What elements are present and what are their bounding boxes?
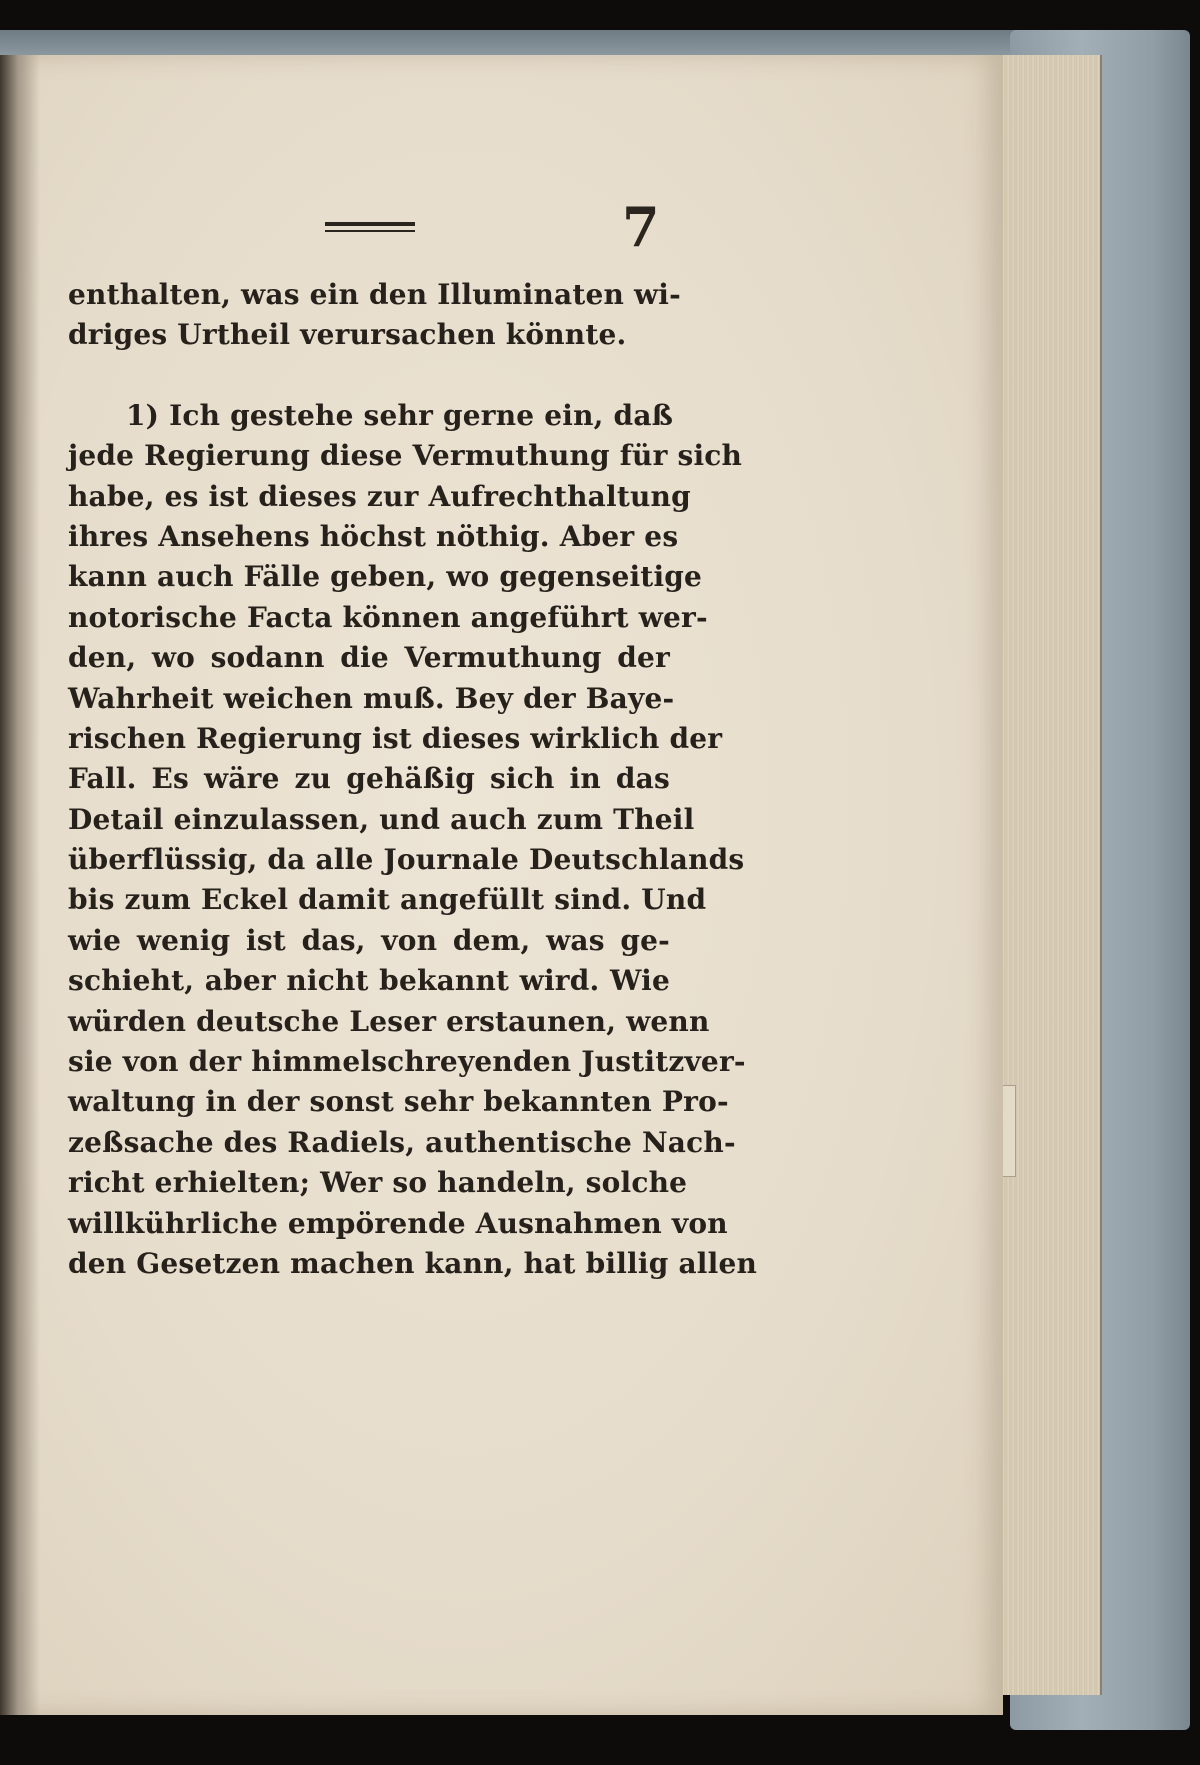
text-line: überflüssig, da alle Journale Deutschlands [68, 843, 745, 877]
text-line: willkührliche empörende Ausnahmen von [68, 1206, 728, 1240]
text-line: enthalten, was ein den Illuminaten wi- [68, 278, 681, 311]
text-line: Detail einzulassen, und auch zum Theil [68, 802, 695, 836]
text-line: jede Regierung diese Vermuthung für sich [68, 439, 743, 473]
text-line: driges Urtheil verursachen könnte. [68, 318, 627, 352]
page-fore-edge [990, 55, 1102, 1695]
text-line: kann auch Fälle geben, wo gegenseitige [68, 560, 703, 594]
book-cover-top-edge [0, 30, 1180, 58]
page-number: 7 [622, 195, 660, 259]
text-line: den Gesetzen machen kann, hat billig allen [68, 1246, 758, 1280]
text-line: würden deutsche Leser erstaunen, wenn [68, 1004, 710, 1038]
text-line: Wahrheit weichen muß. Bey der Baye- [68, 681, 675, 715]
text-line: zeßsache des Radiels, authentische Nach- [68, 1125, 736, 1159]
text-line: 1) Ich gestehe sehr gerne ein, daß [126, 398, 674, 432]
text-line: bis zum Eckel damit angefüllt sind. Und [68, 883, 707, 917]
page-text [68, 275, 758, 1284]
text-line: habe, es ist dieses zur Aufrechthaltung [68, 479, 691, 513]
text-line: Fall. Es wäre zu gehäßig sich in das [68, 762, 670, 796]
header-rule-ornament [325, 222, 415, 236]
text-line: rischen Regierung ist dieses wirklich der [68, 721, 723, 755]
page-gutter-shadow [0, 55, 40, 1715]
text-line: waltung in der sonst sehr bekannten Pro- [68, 1085, 729, 1119]
text-line: schieht, aber nicht bekannt wird. Wie [68, 964, 670, 998]
text-line: ihres Ansehens höchst nöthig. Aber es [68, 519, 679, 553]
text-line: wie wenig ist das, von dem, was ge- [68, 923, 670, 957]
paragraph-gap [68, 356, 670, 396]
text-line: notorische Facta können angeführt wer- [68, 600, 708, 634]
text-line: sie von der himmelschreyenden Justitzver- [68, 1045, 746, 1079]
text-line: den, wo sodann die Vermuthung der [68, 641, 670, 675]
text-line: richt erhielten; Wer so handeln, solche [68, 1166, 688, 1200]
